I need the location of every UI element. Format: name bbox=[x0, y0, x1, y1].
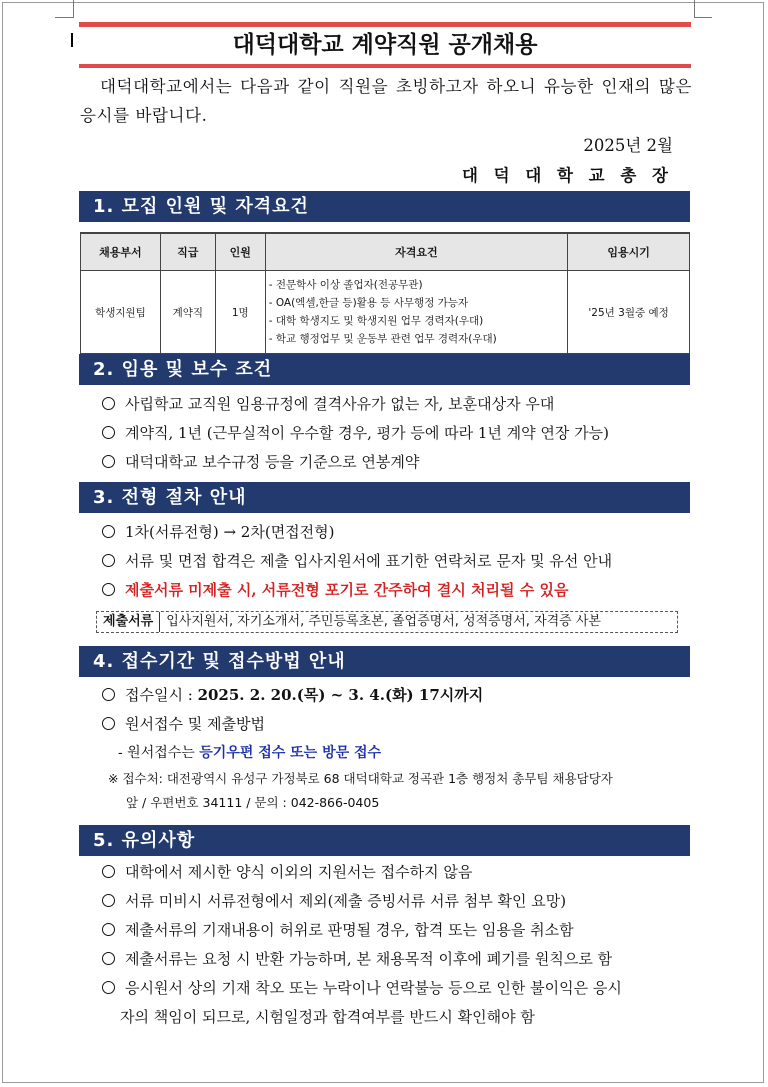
list-item: 제출서류는 요청 시 반환 가능하며, 본 채용목적 이후에 폐기를 원칙으로 함 bbox=[102, 945, 702, 974]
list-item: 서류 미비시 서류전형에서 제외(제출 증빙서류 서류 첨부 확인 요망) bbox=[102, 887, 702, 916]
table-header: 자격요건 bbox=[265, 233, 567, 271]
submission-method: - 원서접수는 등기우편 접수 또는 방문 접수 bbox=[118, 745, 382, 761]
margin-marker bbox=[694, 17, 712, 18]
circle-bullet-icon bbox=[102, 865, 115, 878]
circle-bullet-icon bbox=[102, 717, 115, 730]
warning-text: 제출서류 미제출 시, 서류전형 포기로 간주하여 결시 처리될 수 있음 bbox=[125, 581, 569, 599]
circle-bullet-icon bbox=[102, 981, 115, 994]
circle-bullet-icon bbox=[102, 525, 115, 538]
section-1-heading: 1. 모집 인원 및 자격요건 bbox=[79, 191, 690, 222]
section-4-list bbox=[102, 681, 702, 739]
table-header-row bbox=[81, 233, 690, 271]
title-bottom-rule bbox=[79, 64, 691, 68]
circle-bullet-icon bbox=[102, 894, 115, 907]
margin-marker bbox=[694, 0, 695, 18]
list-item: 대덕대학교 보수규정 등을 기준으로 연봉계약 bbox=[102, 448, 702, 477]
section-2-heading: 2. 임용 및 보수 조건 bbox=[79, 354, 690, 385]
signature: 대 덕 대 학 교 총 장 bbox=[461, 166, 673, 185]
list-item: 제출서류의 기재내용이 허위로 판명될 경우, 합격 또는 임용을 취소함 bbox=[102, 916, 702, 945]
list-item: 1차(서류전형) → 2차(면접전형) bbox=[102, 518, 702, 547]
circle-bullet-icon bbox=[102, 688, 115, 701]
circle-bullet-icon bbox=[102, 554, 115, 567]
rank-cell: 계약직 bbox=[160, 271, 215, 355]
table-header: 인원 bbox=[215, 233, 265, 271]
title-top-rule bbox=[79, 22, 691, 27]
section-2-list bbox=[102, 390, 702, 477]
section-4-heading: 4. 접수기간 및 접수방법 안내 bbox=[79, 646, 690, 677]
document-title-block bbox=[79, 22, 691, 68]
address-line: 앞 / 우편번호 34111 / 문의 : 042-866-0405 bbox=[126, 795, 380, 810]
circle-bullet-icon bbox=[102, 952, 115, 965]
section-3-heading: 3. 전형 절차 안내 bbox=[79, 482, 690, 513]
qualification-item: - OA(엑셀,한글 등)활용 등 사무행정 가능자 bbox=[268, 297, 469, 309]
text-cursor bbox=[71, 33, 73, 47]
qualifications-cell bbox=[265, 271, 567, 355]
dept-cell: 학생지원팀 bbox=[81, 271, 161, 355]
recruitment-table bbox=[80, 232, 690, 355]
section-5-list bbox=[102, 858, 702, 1032]
circle-bullet-icon bbox=[102, 923, 115, 936]
list-item: 응시원서 상의 기재 착오 또는 누락이나 연락불능 등으로 인한 불이익은 응시 bbox=[102, 974, 702, 1003]
address-note bbox=[104, 767, 704, 815]
table-header: 직급 bbox=[160, 233, 215, 271]
count-cell: 1명 bbox=[215, 271, 265, 355]
circle-bullet-icon bbox=[102, 397, 115, 410]
section-5-heading: 5. 유의사항 bbox=[79, 825, 690, 856]
circle-bullet-icon bbox=[102, 583, 115, 596]
docs-label: 제출서류 bbox=[97, 612, 160, 632]
list-item: 계약직, 1년 (근무실적이 우수할 경우, 평가 등에 따라 1년 계약 연장 가능) bbox=[102, 419, 702, 448]
circle-bullet-icon bbox=[102, 455, 115, 468]
list-item-continuation: 자의 책임이 되므로, 시험일정과 합격여부를 반드시 확인해야 함 bbox=[120, 1008, 535, 1026]
document-title: 대덕대학교 계약직원 공개채용 bbox=[232, 32, 538, 58]
circle-bullet-icon bbox=[102, 426, 115, 439]
intro-paragraph: 대덕대학교에서는 다음과 같이 직원을 초빙하고자 하오니 유능한 인재의 많은 응시를 바랍니다. bbox=[80, 77, 692, 125]
list-item: 대학에서 제시한 양식 이외의 지원서는 접수하지 않음 bbox=[102, 858, 702, 887]
list-item bbox=[102, 576, 702, 605]
section-3-list bbox=[102, 518, 702, 605]
start-cell: '25년 3월중 예정 bbox=[568, 271, 690, 355]
list-item: 서류 및 면접 합격은 제출 입사지원서에 표기한 연락처로 문자 및 유선 안내 bbox=[102, 547, 702, 576]
qualification-item: - 학교 행정업무 및 운동부 관련 업무 경력자(우대) bbox=[268, 333, 497, 345]
margin-marker bbox=[73, 0, 74, 18]
table-header: 채용부서 bbox=[81, 233, 161, 271]
docs-list: 입사지원서, 자기소개서, 주민등록초본, 졸업증명서, 성적증명서, 자격증 사본 bbox=[166, 614, 601, 629]
list-item: 접수일시 : 2025. 2. 20.(목) ~ 3. 4.(화) 17시까지 bbox=[102, 681, 702, 710]
address-line: ※ 접수처: 대전광역시 유성구 가정북로 68 대덕대학교 정곡관 1층 행정처 총무팀 채용담당자 bbox=[108, 771, 613, 786]
table-row bbox=[81, 271, 690, 355]
qualification-item: - 대학 학생지도 및 학생지원 업무 경력자(우대) bbox=[268, 315, 484, 327]
document-date: 2025년 2월 bbox=[583, 136, 673, 155]
submission-method-value: 등기우편 접수 또는 방문 접수 bbox=[199, 745, 382, 761]
margin-marker bbox=[55, 17, 73, 18]
required-documents-box bbox=[96, 611, 678, 633]
list-item: 사립학교 교직원 임용규정에 결격사유가 없는 자, 보훈대상자 우대 bbox=[102, 390, 702, 419]
qualification-item: - 전문학사 이상 졸업자(전공무관) bbox=[268, 279, 423, 291]
table-header: 임용시기 bbox=[568, 233, 690, 271]
list-item: 원서접수 및 제출방법 bbox=[102, 710, 702, 739]
application-period: 2025. 2. 20.(목) ~ 3. 4.(화) 17시까지 bbox=[197, 686, 484, 704]
